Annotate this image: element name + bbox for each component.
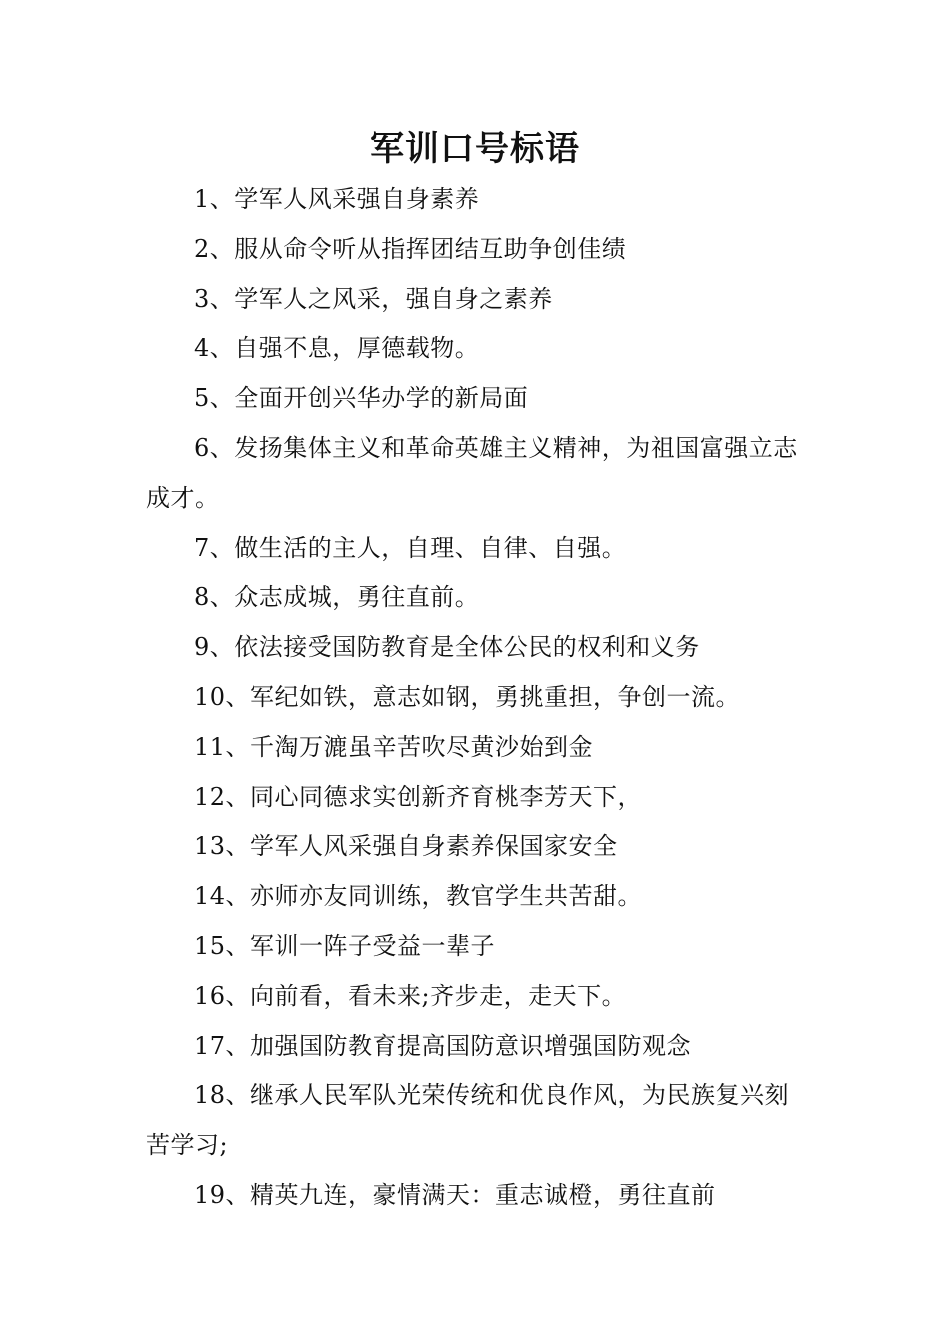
slogan-item-19: 19、精英九连，豪情满天：重志诚橙，勇往直前 [194,1180,716,1209]
slogan-item-11: 11、千淘万漉虽辛苦吹尽黄沙始到金 [194,732,594,761]
slogan-item-13: 13、学军人风采强自身素养保国家安全 [194,832,618,861]
document-title: 军训口号标语 [370,129,580,169]
slogan-item-17: 17、加强国防教育提高国防意识增强国防观念 [194,1031,692,1060]
slogan-item-15: 15、军训一阵子受益一辈子 [194,931,496,960]
slogan-item-3: 3、学军人之风采，强自身之素养 [194,284,553,313]
slogan-item-7: 7、做生活的主人，自理、自律、自强。 [194,533,627,562]
slogan-item-16: 16、向前看，看未来;齐步走，走天下。 [194,981,627,1010]
slogan-item-2: 2、服从命令听从指挥团结互助争创佳绩 [194,234,627,263]
slogan-list [146,175,810,1221]
slogan-item-6: 6、发扬集体主义和革命英雄主义精神，为祖国富强立志成才。 [146,433,798,512]
slogan-item-9: 9、依法接受国防教育是全体公民的权利和义务 [194,633,700,662]
slogan-item-5: 5、全面开创兴华办学的新局面 [194,384,529,413]
slogan-item-1: 1、学军人风采强自身素养 [194,185,480,213]
slogan-item-12: 12、同心同德求实创新齐育桃李芳天下， [194,782,643,811]
slogan-item-10: 10、军纪如铁，意志如钢，勇挑重担，争创一流。 [194,682,741,711]
slogan-item-8: 8、众志成城，勇往直前。 [194,583,480,612]
slogan-item-4: 4、自强不息，厚德载物。 [194,334,480,363]
slogan-item-14: 14、亦师亦友同训练，教官学生共苦甜。 [194,882,643,911]
slogan-item-18: 18、继承人民军队光荣传统和优良作风，为民族复兴刻苦学习; [146,1081,790,1160]
